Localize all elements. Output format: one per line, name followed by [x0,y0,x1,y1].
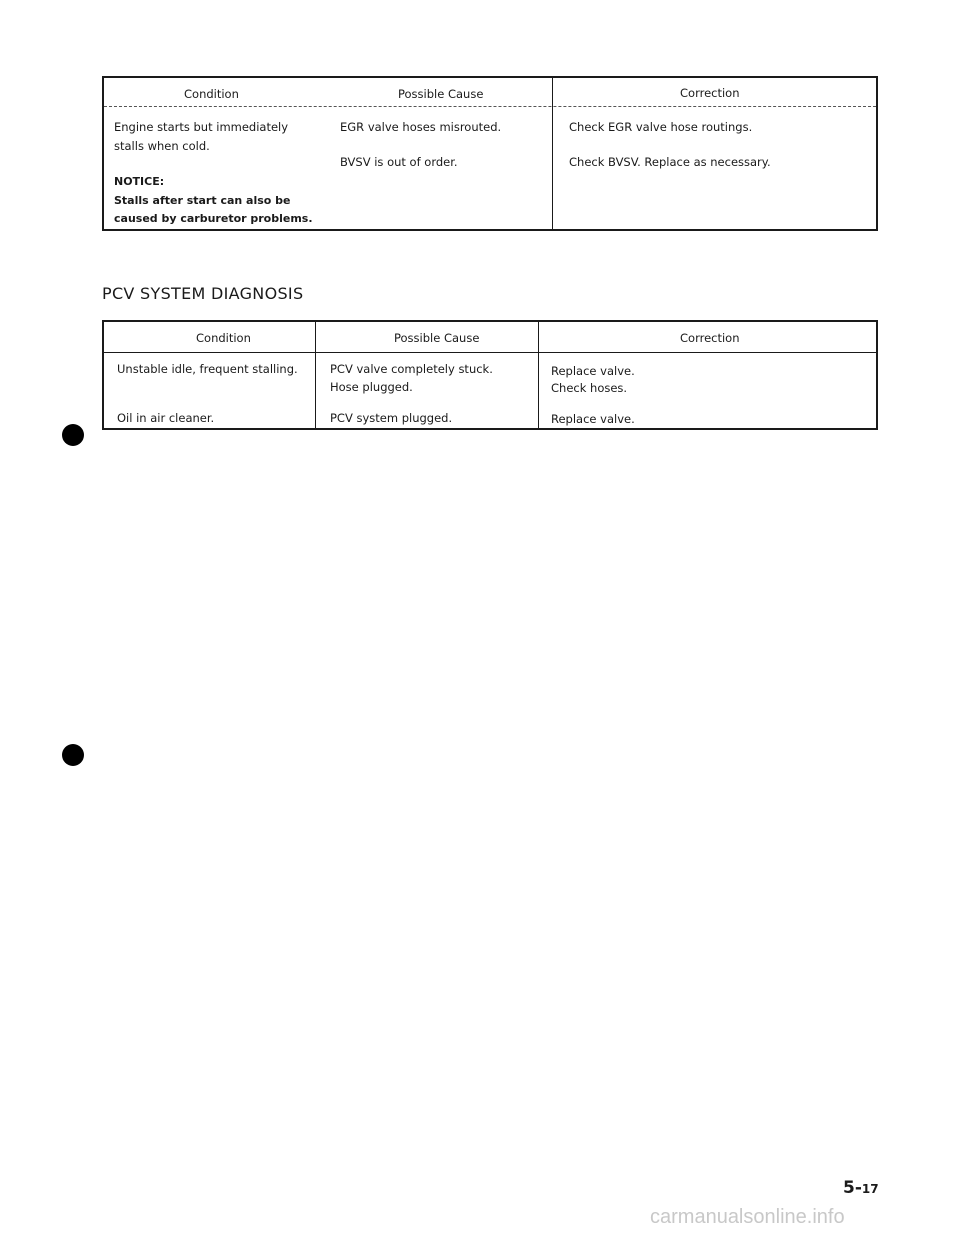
header-correction: Correction [680,86,740,100]
punch-hole-icon [62,424,84,446]
header-condition: Condition [184,87,239,101]
column-divider-2 [538,322,539,428]
page-number-sub: 17 [861,1182,879,1196]
section-title: PCV SYSTEM DIAGNOSIS [102,284,304,303]
header-divider [104,106,876,107]
row1-cause-line-1: PCV valve completely stuck. [330,362,493,376]
row1-correction-line-2: Check hoses. [551,381,628,395]
row2-cause: PCV system plugged. [330,411,453,425]
header-possible-cause: Possible Cause [398,87,484,101]
correction-1: Check EGR valve hose routings. [569,120,753,134]
row2-condition: Oil in air cleaner. [117,411,215,425]
header-correction: Correction [680,331,740,345]
condition-line-1: Engine starts but immediately [114,120,289,134]
punch-hole-icon [62,744,84,766]
row1-correction-line-1: Replace valve. [551,364,635,378]
notice-line-1: Stalls after start can also be [114,194,291,207]
column-divider [552,78,553,229]
row1-cause-line-2: Hose plugged. [330,380,413,394]
page-number [843,1178,879,1198]
page-number-main: 5- [843,1178,862,1198]
footer-watermark: carmanualsonline.info [650,1206,845,1228]
notice-title: NOTICE: [114,175,165,188]
diagnosis-table-1 [102,76,878,231]
row1-condition: Unstable idle, frequent stalling. [117,362,298,376]
row2-correction: Replace valve. [551,412,635,426]
notice-line-2: caused by carburetor problems. [114,212,313,225]
header-condition: Condition [196,331,251,345]
header-divider [104,352,876,353]
correction-2: Check BVSV. Replace as necessary. [569,155,771,169]
column-divider-1 [315,322,316,428]
cause-1: EGR valve hoses misrouted. [340,120,502,134]
header-possible-cause: Possible Cause [394,331,480,345]
condition-line-2: stalls when cold. [114,139,210,153]
pcv-diagnosis-table [102,320,878,430]
cause-2: BVSV is out of order. [340,155,458,169]
